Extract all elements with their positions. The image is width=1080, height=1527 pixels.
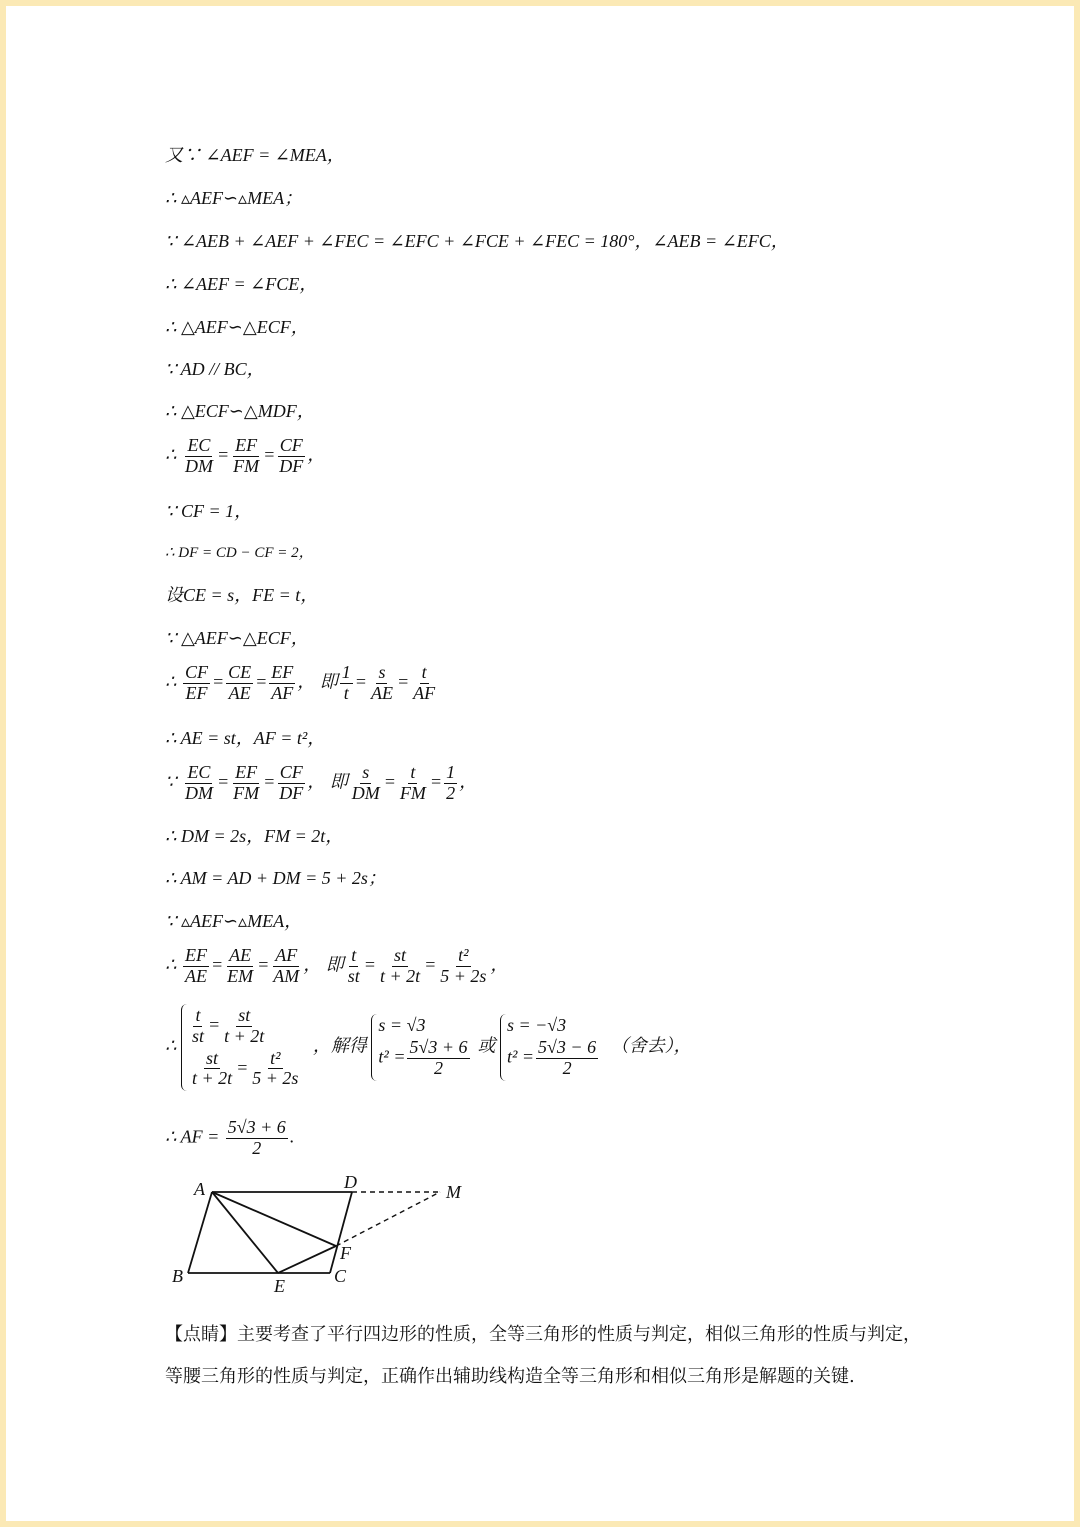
fraction-ef-ae: $\frac{EF}{AE}$ xyxy=(184,945,207,986)
fraction-s-ae: $\frac{s}{AE}$ xyxy=(370,662,393,703)
segment-ae xyxy=(212,1192,278,1273)
line-4: ∴ ∠AEF = ∠FCE， xyxy=(165,274,318,294)
line-14: ∴ AE = st，AF = t²， xyxy=(165,728,326,748)
fraction-cf-df: $\frac{CF}{DF}$ xyxy=(279,435,304,476)
line-17: ∴ AM = AD + DM = 5 + 2s； xyxy=(165,868,386,888)
fraction-t-fm: $\frac{t}{FM}$ xyxy=(399,762,426,803)
fraction-ef-af: $\frac{EF}{AF}$ xyxy=(271,662,294,703)
label-c: C xyxy=(334,1266,347,1286)
solution-system-1: s = √3 t² = $\frac{5√3 + 6}{2}$ xyxy=(371,1014,471,1080)
fraction-ef-fm-2: $\frac{EF}{FM}$ xyxy=(233,762,260,803)
line-10: ∴ DF = CD − CF = 2， xyxy=(165,545,314,561)
fraction-af-am: $\frac{AF}{AM}$ xyxy=(273,945,300,986)
fraction-t-af: $\frac{t}{AF}$ xyxy=(413,662,436,703)
label-d: D xyxy=(344,1172,357,1192)
line-12: ∵ △AEF∽△ECF， xyxy=(165,628,309,648)
fraction-st-t2t: $\frac{st}{t + 2t}$ xyxy=(379,945,421,986)
line-11: 设CE = s，FE = t， xyxy=(165,585,319,605)
segment-ab xyxy=(188,1192,212,1273)
fraction-t-st: $\frac{t}{st}$ xyxy=(347,945,360,986)
label-f: F xyxy=(340,1243,351,1263)
line-5: ∴ △AEF∽△ECF， xyxy=(165,317,309,337)
line-19-ratio: ∴ $\frac{EF}{AE}$ = $\frac{AE}{EM}$ = $\frac{AF}{AM}$ ， 即 $\frac{t}{st}$ = $\frac{st}{t + 2t}$ = $\frac{\text{t²}}{5 + 2s}$ ， xyxy=(165,945,509,986)
fraction-ae-em: $\frac{AE}{EM}$ xyxy=(227,945,254,986)
fraction-1-2: $\frac{1}{2}$ xyxy=(446,762,456,803)
fraction-ef-fm: $\frac{EF}{FM}$ xyxy=(233,435,260,476)
word-ji: 即 xyxy=(319,671,338,692)
segment-af xyxy=(212,1192,336,1246)
word-huo: 或 xyxy=(477,1035,496,1056)
fraction-ec-dm-2: $\frac{EC}{DM}$ xyxy=(184,762,213,803)
line-7: ∴ △ECF∽△MDF， xyxy=(165,401,315,421)
line-16: ∴ DM = 2s，FM = 2t， xyxy=(165,826,344,846)
fraction-cf-df-2: $\frac{CF}{DF}$ xyxy=(279,762,304,803)
line-15-ratio: ∵ $\frac{EC}{DM}$ = $\frac{EF}{FM}$ = $\frac{CF}{DF}$ ， 即 $\frac{s}{DM}$ = $\frac{t}{FM}$ = $\frac{1}{2}$ ， xyxy=(165,762,478,803)
line-6: ∵ AD // BC， xyxy=(165,359,265,379)
label-m: M xyxy=(446,1182,461,1202)
therefore-sign: ∴ xyxy=(165,444,177,465)
line-8-ratio: ∴ $\frac{EC}{DM}$ = $\frac{EF}{FM}$ = $\frac{CF}{DF}$ ， xyxy=(165,435,326,476)
line-2: ∴ ▵AEF∽▵MEA； xyxy=(165,188,303,208)
line-3: ∵ ∠AEB + ∠AEF + ∠FEC = ∠EFC + ∠FCE + ∠FEC = 180°，∠AEB = ∠EFC， xyxy=(165,231,789,251)
line-1: 又∵ ∠AEF = ∠MEA， xyxy=(165,145,345,165)
line-18: ∵ ▵AEF∽▵MEA， xyxy=(165,911,303,931)
line-13-ratio: ∴ $\frac{CF}{EF}$ = $\frac{CE}{AE}$ = $\frac{EF}{AF}$ ， 即 $\frac{1}{t}$ = $\frac{s}{AE}$ = $\frac{t}{AF}$ xyxy=(165,662,436,703)
line-9: ∵ CF = 1， xyxy=(165,501,253,521)
line-21-result: ∴ AF = $\frac{5√3 + 6}{2}$ . xyxy=(165,1117,295,1158)
document-page xyxy=(6,6,1074,1521)
label-b: B xyxy=(172,1266,183,1286)
fraction-1-t: $\frac{1}{t}$ xyxy=(341,662,351,703)
word-jiede: ，解得 xyxy=(312,1035,367,1056)
fraction-result: $\frac{5√3 + 6}{2}$ xyxy=(227,1117,286,1158)
fraction-s-dm: $\frac{s}{DM}$ xyxy=(351,762,380,803)
note-bracket-label: 【点睛】 xyxy=(165,1324,237,1345)
fraction-t2-52s: $\frac{\text{t²}}{5 + 2s}$ xyxy=(440,945,487,986)
segment-fm-dashed xyxy=(336,1192,440,1246)
commentary-note xyxy=(165,1314,935,1398)
note-text: 主要考查了平行四边形的性质，全等三角形的性质与判定，相似三角形的性质与判定，等腰三角形的性质与判定，正确作出辅助线构造全等三角形和相似三角形是解题的关键. xyxy=(165,1324,921,1387)
label-e: E xyxy=(274,1276,285,1296)
solution-system-2: s = −√3 t² = $\frac{5√3 - 6}{2}$ xyxy=(500,1014,600,1080)
fraction-ce-ae: $\frac{CE}{AE}$ xyxy=(228,662,252,703)
line-20-system: ∴ $\frac{t}{st}$ = $\frac{st}{t + 2t}$ $\frac{st}{t + 2t}$ = $\frac{\text{t²}}{5 + 2s}$ ，解得 s = √3 t² = $\frac{5√3 + 6}{2}$ 或 s = −√3 t² = $\frac{5√3 - 6}{2}$ （舍去）， xyxy=(165,1004,692,1091)
fraction-ec-dm: $\frac{EC}{DM}$ xyxy=(184,435,213,476)
geometry-diagram xyxy=(6,6,1074,1521)
word-shequ: （舍去）， xyxy=(610,1035,692,1056)
fraction-cf-ef: $\frac{CF}{EF}$ xyxy=(184,662,208,703)
equation-system: $\frac{t}{st}$ = $\frac{st}{t + 2t}$ $\frac{st}{t + 2t}$ = $\frac{\text{t²}}{5 + 2s}$ xyxy=(181,1004,302,1091)
segment-ef xyxy=(278,1246,336,1273)
label-a: A xyxy=(194,1179,205,1199)
